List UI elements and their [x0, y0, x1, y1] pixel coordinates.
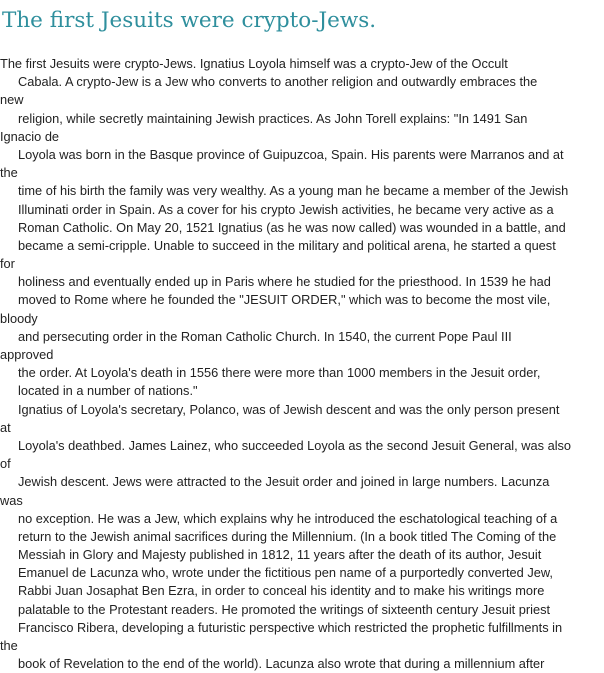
text-line: holiness and eventually ended up in Paris where he studied for the priesthood. In 1539 he had [18, 274, 551, 290]
article-body [0, 55, 604, 673]
text-line: time of his birth the family was very wealthy. As a young man he became a member of the Jewish [18, 183, 569, 199]
text-line: the [0, 165, 18, 181]
text-line: the [0, 638, 18, 653]
text-line: Cabala. A crypto-Jew is a Jew who converts to another religion and outwardly embraces the [18, 74, 538, 90]
text-line: Jewish descent. Jews were attracted to the Jesuit order and joined in large numbers. Lacunza [18, 474, 550, 490]
text-line: and persecuting order in the Roman Catholic Church. In 1540, the current Pope Paul III [18, 328, 512, 344]
text-line: Illuminati order in Spain. As a cover for his crypto Jewish activities, he became very active as a [18, 201, 554, 217]
text-line: the order. At Loyola's death in 1556 there were more than 1000 members in the Jesuit order, [18, 365, 541, 381]
text-line: Ignatius of Loyola's secretary, Polanco, was of Jewish descent and was the only person present [18, 401, 560, 417]
text-line: Roman Catholic. On May 20, 1521 Ignatius (as he was now called) was wounded in a battle, and [18, 219, 566, 235]
text-line: palatable to the Protestant readers. He promoted the writings of sixteenth century Jesuit priest [18, 601, 551, 617]
text-line: Messiah in Glory and Majesty published in 1812, 11 years after the death of its author, Jesuit [18, 547, 542, 563]
text-line: moved to Rome where he founded the "JESUIT ORDER," which was to become the most vile, [18, 292, 551, 308]
text-line: Ignacio de [0, 128, 60, 144]
text-line: book of Revelation to the end of the world). Lacunza also wrote that during a millennium after [18, 656, 545, 672]
text-line: was [0, 492, 23, 508]
text-line: The first Jesuits were crypto-Jews. Ignatius Loyola himself was a crypto-Jew of the Occult [0, 56, 508, 71]
article-title: The first Jesuits were crypto-Jews. [2, 8, 377, 33]
text-line: Loyola's deathbed. James Lainez, who succeeded Loyola as the second Jesuit General, was also [18, 437, 572, 453]
text-line: bloody [0, 310, 38, 326]
text-line: no exception. He was a Jew, which explains why he introduced the eschatological teaching of a [18, 510, 558, 526]
text-line: became a semi-cripple. Unable to succeed in the military and political arena, he started a quest [18, 237, 556, 253]
text-line: at [0, 419, 11, 435]
text-line: of [0, 456, 11, 472]
text-line: religion, while secretly maintaining Jewish practices. As John Torell explains: "In 1491 San [18, 110, 528, 126]
text-line: return to the Jewish animal sacrifices during the Millennium. (In a book titled The Coming of the [18, 528, 557, 544]
text-line: new [0, 92, 24, 108]
text-line: approved [0, 347, 54, 362]
text-line: located in a number of nations." [18, 383, 198, 399]
text-line: Loyola was born in the Basque province of Guipuzcoa, Spain. His parents were Marranos and at [18, 146, 564, 162]
text-line: Francisco Ribera, developing a futuristic perspective which restricted the prophetic fulfillments in [18, 619, 563, 635]
text-line: for [0, 256, 15, 272]
text-line: Rabbi Juan Josaphat Ben Ezra, in order to conceal his identity and to make his writings more [18, 583, 545, 599]
text-line: Emanuel de Lacunza who, wrote under the fictitious pen name of a purportedly converted Jew, [18, 565, 553, 581]
